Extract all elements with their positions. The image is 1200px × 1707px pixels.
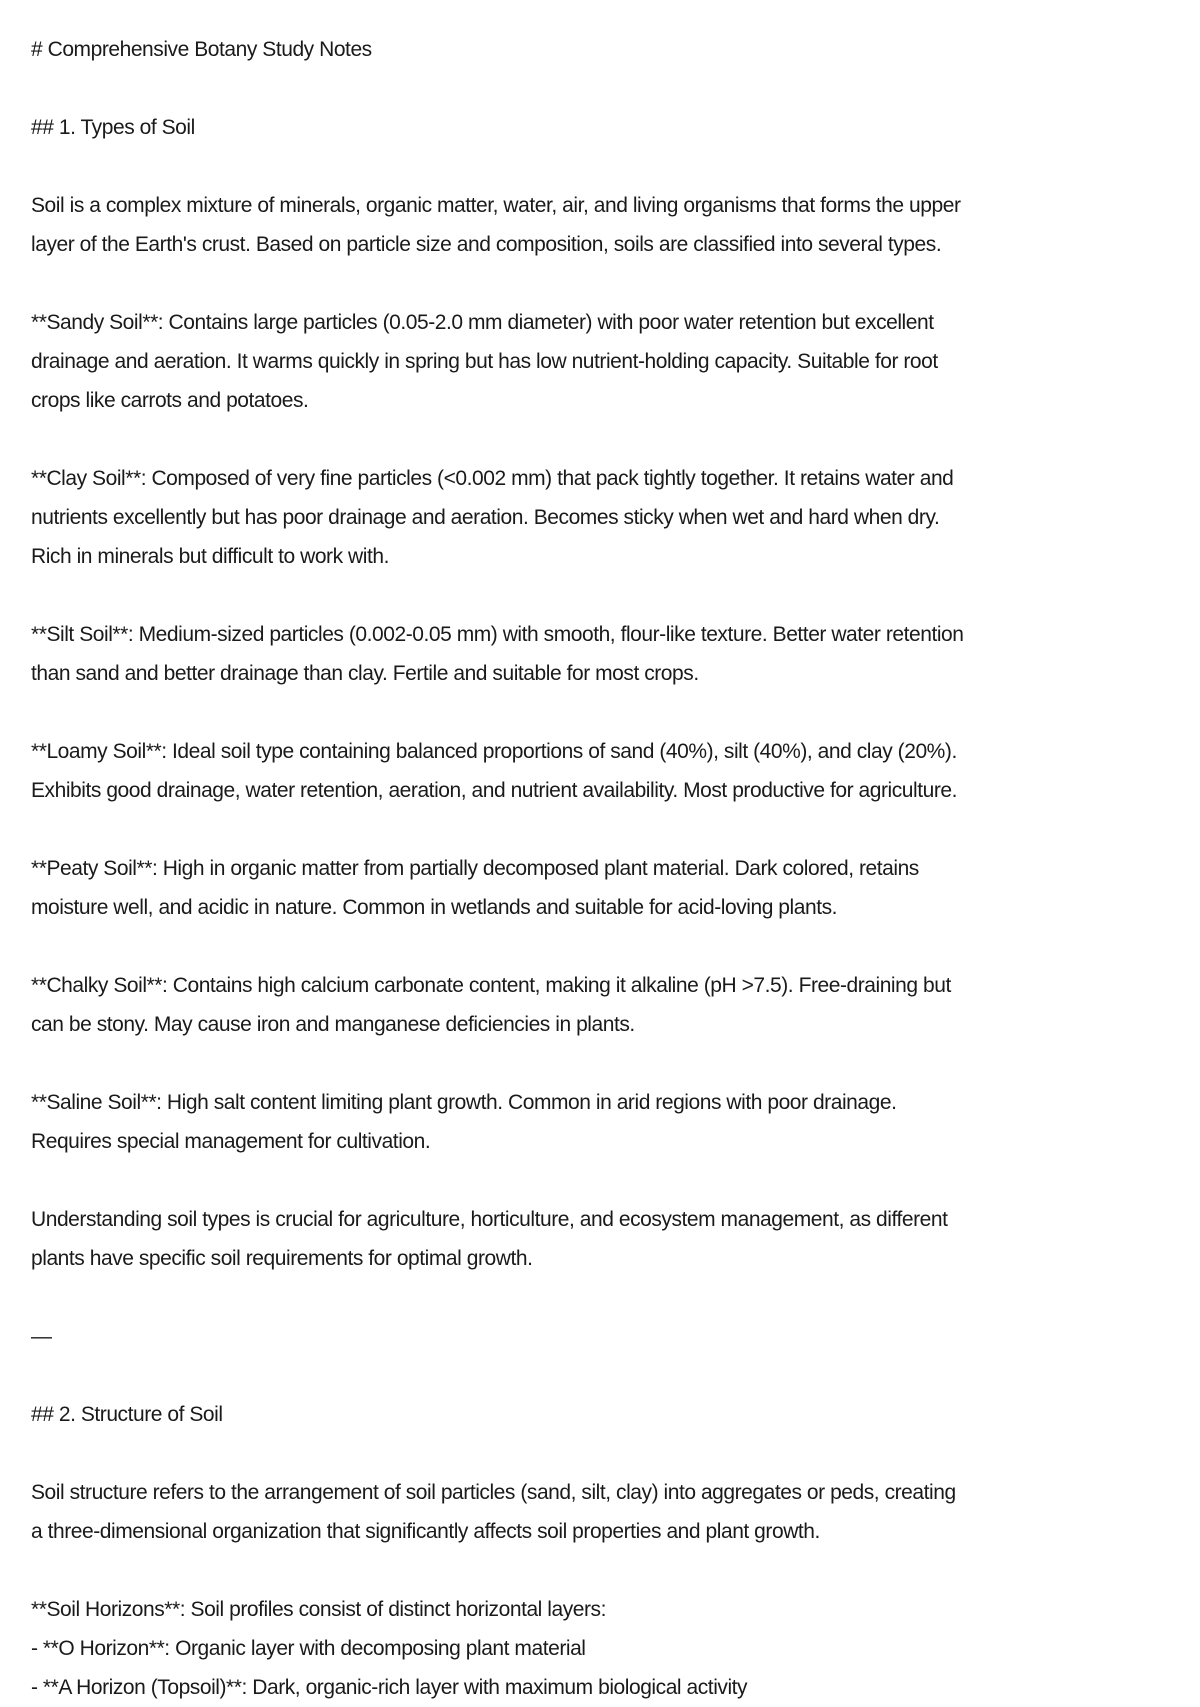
spacer [31, 576, 1172, 615]
section-1-heading: ## 1. Types of Soil [31, 116, 195, 139]
paragraph-line: layer of the Earth's crust. Based on particle size and composition, soils are classified into several types. [31, 233, 942, 256]
paragraph-line: **Loamy Soil**: Ideal soil type containing balanced proportions of sand (40%), silt (40%), and clay (20%). [31, 740, 957, 763]
section-2-heading: ## 2. Structure of Soil [31, 1403, 223, 1426]
document-title: # Comprehensive Botany Study Notes [31, 38, 372, 61]
spacer [31, 147, 1172, 186]
silt-soil-paragraph [31, 615, 1172, 693]
paragraph-line: can be stony. May cause iron and manganese deficiencies in plants. [31, 1013, 635, 1036]
sandy-soil-paragraph [31, 303, 1172, 420]
list-item: - **O Horizon**: Organic layer with decomposing plant material [31, 1637, 586, 1660]
spacer [31, 69, 1172, 108]
spacer [31, 1434, 1172, 1473]
spacer [31, 1161, 1172, 1200]
spacer [31, 1278, 1172, 1317]
spacer [31, 693, 1172, 732]
spacer [31, 810, 1172, 849]
loamy-soil-paragraph [31, 732, 1172, 810]
soil-horizons-block [31, 1590, 1172, 1707]
paragraph-line: a three-dimensional organization that significantly affects soil properties and plant growth. [31, 1520, 820, 1543]
paragraph-line: **Clay Soil**: Composed of very fine particles (<0.002 mm) that pack tightly together. It retains water and [31, 467, 954, 490]
paragraph-line: **Chalky Soil**: Contains high calcium carbonate content, making it alkaline (pH >7.5). Free-draining but [31, 974, 951, 997]
paragraph-line: **Peaty Soil**: High in organic matter from partially decomposed plant material. Dark colored, retains [31, 857, 919, 880]
paragraph-line: Exhibits good drainage, water retention, aeration, and nutrient availability. Most productive for agriculture. [31, 779, 957, 802]
spacer [31, 927, 1172, 966]
paragraph-line: plants have specific soil requirements for optimal growth. [31, 1247, 533, 1270]
soil-structure-intro-paragraph [31, 1473, 1172, 1551]
soil-intro-paragraph [31, 186, 1172, 264]
paragraph-line: Understanding soil types is crucial for agriculture, horticulture, and ecosystem management, as different [31, 1208, 948, 1231]
soil-types-conclusion-paragraph [31, 1200, 1172, 1278]
paragraph-line: Rich in minerals but difficult to work with. [31, 545, 389, 568]
spacer [31, 1356, 1172, 1395]
paragraph-line: Requires special management for cultivation. [31, 1130, 431, 1153]
chalky-soil-paragraph [31, 966, 1172, 1044]
spacer [31, 420, 1172, 459]
spacer [31, 1044, 1172, 1083]
horizons-intro-line: **Soil Horizons**: Soil profiles consist of distinct horizontal layers: [31, 1598, 606, 1621]
saline-soil-paragraph [31, 1083, 1172, 1161]
paragraph-line: **Saline Soil**: High salt content limiting plant growth. Common in arid regions with poor drainage. [31, 1091, 897, 1114]
paragraph-line: moisture well, and acidic in nature. Common in wetlands and suitable for acid-loving plants. [31, 896, 838, 919]
paragraph-line: than sand and better drainage than clay. Fertile and suitable for most crops. [31, 662, 699, 685]
paragraph-line: **Sandy Soil**: Contains large particles (0.05-2.0 mm diameter) with poor water retention but excellent [31, 311, 934, 334]
paragraph-line: crops like carrots and potatoes. [31, 389, 309, 412]
clay-soil-paragraph [31, 459, 1172, 576]
paragraph-line: Soil is a complex mixture of minerals, organic matter, water, air, and living organisms that forms the upper [31, 194, 961, 217]
paragraph-line: drainage and aeration. It warms quickly in spring but has low nutrient-holding capacity. Suitable for root [31, 350, 938, 373]
spacer [31, 1551, 1172, 1590]
peaty-soil-paragraph [31, 849, 1172, 927]
section-divider: — [31, 1325, 52, 1348]
list-item: - **A Horizon (Topsoil)**: Dark, organic-rich layer with maximum biological activity [31, 1676, 748, 1699]
paragraph-line: **Silt Soil**: Medium-sized particles (0.002-0.05 mm) with smooth, flour-like texture. Better water retention [31, 623, 964, 646]
paragraph-line: nutrients excellently but has poor drainage and aeration. Becomes sticky when wet and hard when dry. [31, 506, 940, 529]
paragraph-line: Soil structure refers to the arrangement of soil particles (sand, silt, clay) into aggregates or peds, creating [31, 1481, 956, 1504]
spacer [31, 264, 1172, 303]
